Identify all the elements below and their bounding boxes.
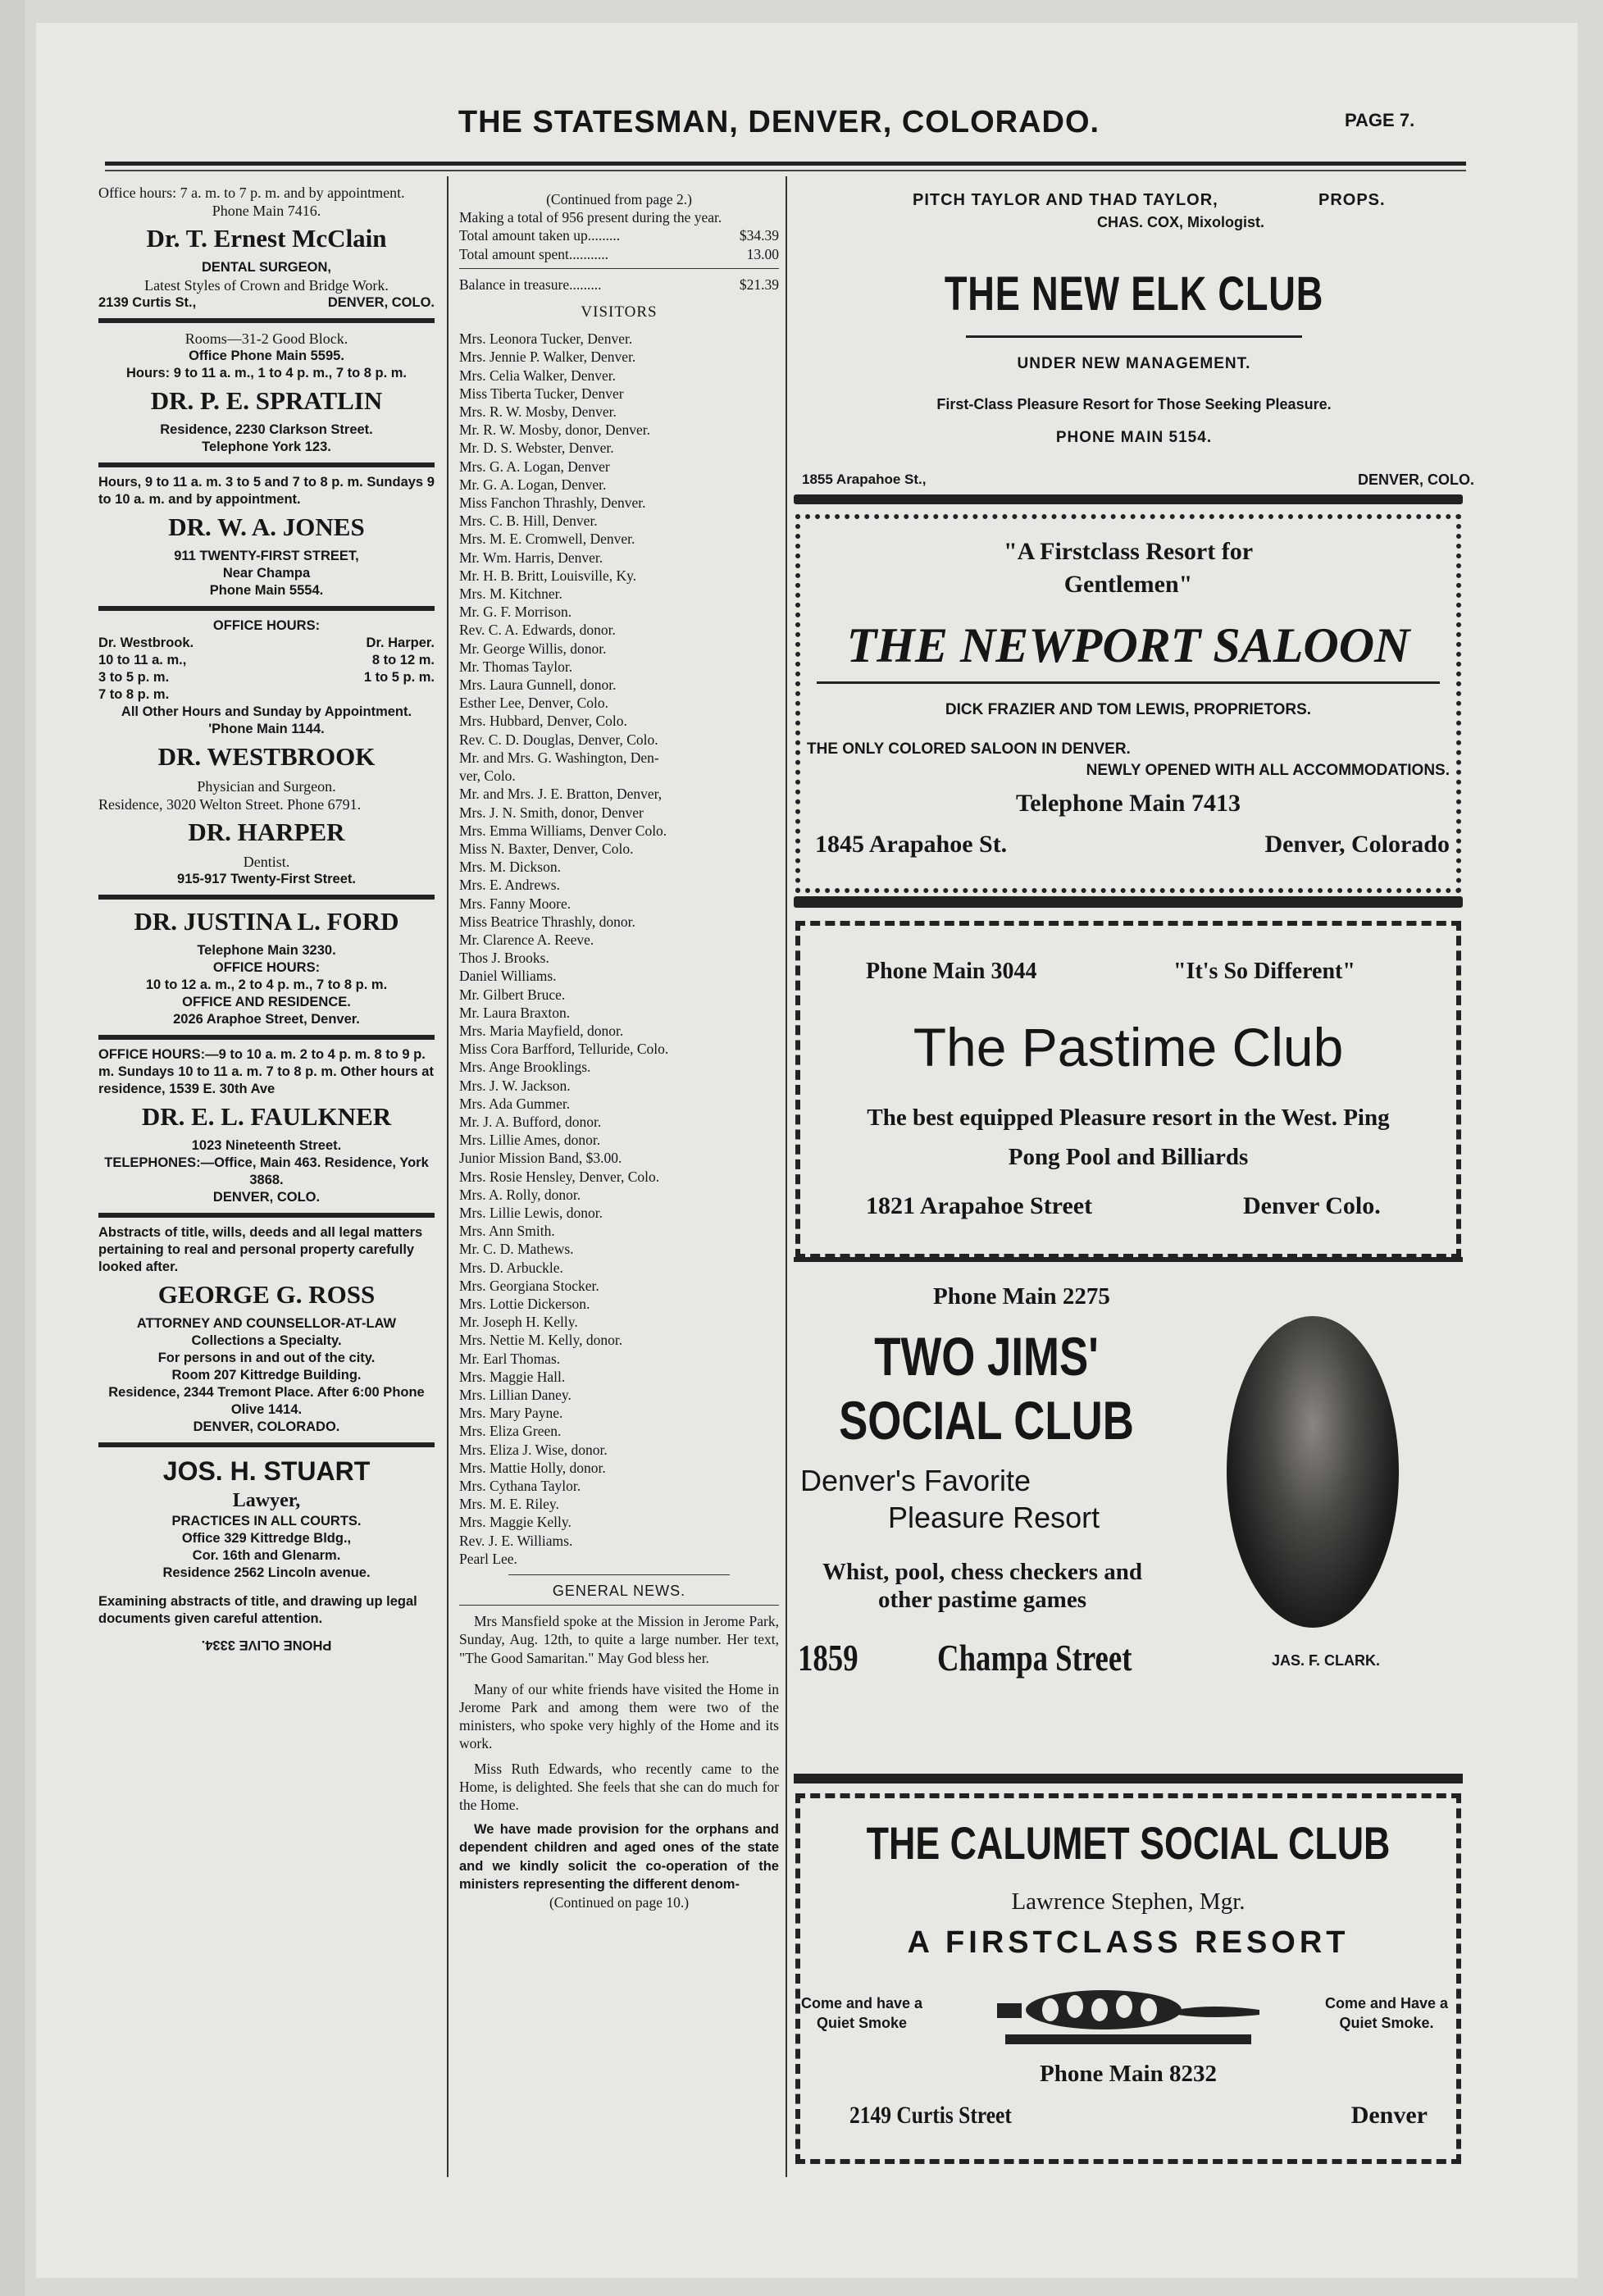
jims-phone: Phone Main 2275 [933, 1283, 1110, 1310]
faulkner-telephones: TELEPHONES:—Office, Main 463. Residence, York 3868. [104, 1155, 429, 1187]
spratlin-phone: Office Phone Main 5595. [189, 348, 344, 363]
pastime-club-ad [795, 921, 1461, 1259]
ford-address: 2026 Araphoe Street, Denver. [173, 1012, 360, 1027]
ad-divider [794, 896, 1463, 908]
stuart-office: Office 329 Kittredge Bldg., [181, 1531, 352, 1546]
newport-name: THE NEWPORT SALOON [846, 618, 1410, 672]
jims-caption: JAS. F. CLARK. [1272, 1652, 1381, 1669]
visitor-entry: Mrs. Georgiana Stocker. [459, 1277, 599, 1294]
news-paragraph: Mrs Mansfield spoke at the Mission in Jerome Park, Sunday, Aug. 12th, to quite a large number. Her text, "The Good Samaritan." May God bless her. [459, 1613, 779, 1666]
news-paragraph: Many of our white friends have visited the Home in Jerome Park and among them were two of the ministers, who spoke very highly of the Home and its work. [459, 1680, 779, 1752]
visitor-entry: Mrs. Lillian Daney. [459, 1387, 572, 1403]
visitor-entry: Mrs. Leonora Tucker, Denver. [459, 330, 633, 348]
spratlin-residence: Residence, 2230 Clarkson Street. [160, 422, 373, 437]
visitor-entry: Mr. Thomas Taylor. [459, 658, 573, 675]
visitor-entry: Pearl Lee. [459, 1550, 517, 1567]
visitor-entry: Mrs. Nettie M. Kelly, donor. [459, 1332, 623, 1349]
card-divider [98, 606, 435, 611]
card-divider [98, 1442, 435, 1447]
visitor-entry: Miss N. Baxter, Denver, Colo. [459, 840, 634, 857]
pastime-slogan: "It's So Different" [1173, 959, 1355, 984]
visitor-entry: Mrs. M. Dickson. [459, 859, 561, 876]
calumet-resort: A FIRSTCLASS RESORT [907, 1925, 1350, 1960]
visitor-entry: Rev. C. A. Edwards, donor. [459, 622, 616, 639]
visitor-entry: Mrs. Maria Mayfield, donor. [459, 1022, 624, 1039]
mcclain-title: DENTAL SURGEON, [202, 260, 331, 275]
newport-city: Denver, Colorado [1264, 831, 1450, 858]
masthead-title: THE STATESMAN, DENVER, COLORADO. [458, 105, 1100, 139]
visitor-entry: Thos J. Brooks. [459, 950, 549, 967]
jims-name [832, 1324, 1141, 1452]
total-present: Making a total of 956 present during the year. [459, 209, 722, 226]
calumet-city: Denver [1350, 2102, 1428, 2129]
mcclain-addr-right: DENVER, COLO. [327, 295, 435, 310]
visitor-entry: Mrs. C. B. Hill, Denver. [459, 512, 598, 530]
news-paragraph: Miss Ruth Edwards, who recently came to the Home, is delighted. She feels that she can do much for the Home. [459, 1760, 779, 1814]
elk-address: 1855 Arapahoe St., [802, 472, 927, 487]
general-news-heading: GENERAL NEWS. [552, 1583, 686, 1600]
visitor-entry: Mrs. A. Rolly, donor. [459, 1186, 581, 1203]
mcclain-hours: Office hours: 7 a. m. to 7 p. m. and by appointment. [98, 184, 405, 201]
hours-right: 8 to 12 m. [371, 653, 435, 667]
visitor-entry: Mr. R. W. Mosby, donor, Denver. [459, 421, 650, 439]
new-elk-club-ad [794, 191, 1474, 488]
visitor-entry: Mrs. G. A. Logan, Denver [459, 458, 610, 475]
newport-only: THE ONLY COLORED SALOON IN DENVER. [807, 740, 1131, 758]
calumet-smoke-left: Come and have a Quiet Smoke [800, 1995, 923, 2031]
elk-club-name: THE NEW ELK CLUB [944, 267, 1324, 321]
westbrook-title: Physician and Surgeon. [197, 778, 336, 795]
office-hours-heading: OFFICE HOURS: [212, 618, 321, 633]
ford-office-heading: OFFICE HOURS: [212, 960, 321, 975]
visitor-entry: Rev. C. D. Douglas, Denver, Colo. [459, 731, 658, 748]
visitor-entry: Mrs. Ange Brooklings. [459, 1059, 591, 1076]
stuart-phone-inverted: PHONE OLIVE 3334. [201, 1638, 332, 1652]
visitor-entry: Mrs. M. Kitchner. [459, 585, 562, 603]
visitor-entry: Mrs. E. Andrews. [459, 877, 560, 894]
jims-name-line1: TWO JIMS' [874, 1326, 1099, 1387]
continued-from: (Continued from page 2.) [546, 191, 692, 207]
visitor-entry: Mrs. Maggie Hall. [459, 1368, 566, 1385]
taken-label: Total amount taken up......... [459, 227, 621, 244]
pastime-phone: Phone Main 3044 [866, 959, 1037, 984]
total-spent-row [459, 245, 779, 263]
ford-residence-label: OFFICE AND RESIDENCE. [182, 995, 351, 1009]
calumet-smoke-right: Come and Have a Quiet Smoke. [1324, 1995, 1449, 2031]
pastime-description: The best equipped Pleasure resort in the West. Ping Pong Pool and Billiards [867, 1105, 1390, 1170]
harper-name: DR. HARPER [188, 818, 345, 846]
total-taken-row [459, 226, 779, 244]
newport-telephone: Telephone Main 7413 [1016, 790, 1241, 817]
visitor-entry: Mrs. Eliza Green. [459, 1423, 562, 1440]
visitor-list [459, 330, 779, 1568]
calumet-manager: Lawrence Stephen, Mgr. [1011, 1888, 1246, 1915]
faulkner-city: DENVER, COLO. [212, 1190, 321, 1205]
ross-specialty: Collections a Specialty. [191, 1333, 342, 1348]
visitor-entry: Mr. J. A. Bufford, donor. [459, 1113, 602, 1130]
stuart-title: Lawyer, [232, 1490, 301, 1511]
jims-pleasure: Pleasure Resort [888, 1501, 1100, 1534]
visitor-entry: Mrs. M. E. Riley. [459, 1496, 559, 1513]
stuart-courts: PRACTICES IN ALL COURTS. [171, 1514, 362, 1528]
visitor-entry: Mr. D. S. Webster, Denver. [459, 440, 614, 457]
jones-hours: Hours, 9 to 11 a. m. 3 to 5 and 7 to 8 p. m. Sundays 9 to 10 a. m. and by appointment. [98, 475, 435, 507]
newport-newly: NEWLY OPENED WITH ALL ACCOMMODATIONS. [1086, 762, 1450, 779]
westbrook-residence: Residence, 3020 Welton Street. Phone 6791. [98, 796, 362, 813]
visitor-entry: Mrs. Maggie Kelly. [459, 1514, 572, 1531]
westbrook-name: DR. WESTBROOK [157, 742, 376, 771]
news-rule [459, 1605, 779, 1606]
visitor-entry: Mrs. Lillie Ames, donor. [459, 1132, 601, 1149]
ad-divider [794, 494, 1463, 504]
newport-proprietors: DICK FRAZIER AND TOM LEWIS, PROPRIETORS. [945, 701, 1312, 718]
visitor-entry: Mrs. Mattie Holly, donor. [459, 1459, 606, 1476]
hours-row: 7 to 8 p. m. [98, 687, 170, 702]
jones-name: DR. W. A. JONES [168, 512, 365, 541]
visitor-entry: Mr. G. A. Logan, Denver. [459, 476, 607, 493]
calumet-address: 2149 Curtis Street [849, 2102, 1012, 2129]
taken-value: $34.39 [739, 227, 779, 244]
spent-label: Total amount spent........... [459, 245, 609, 262]
ford-hours: 10 to 12 a. m., 2 to 4 p. m., 7 to 8 p. m. [145, 977, 388, 992]
calumet-social-club-ad [795, 1793, 1461, 2164]
elk-props: PITCH TAYLOR AND THAD TAYLOR, [913, 191, 1218, 209]
jones-near: Near Champa [222, 566, 311, 581]
visitor-entry: Mrs. Ann Smith. [459, 1223, 555, 1240]
newport-address: 1845 Arapahoe St. [815, 831, 1008, 858]
ford-name: DR. JUSTINA L. FORD [134, 907, 399, 936]
visitor-entry: Mrs. Mary Payne. [459, 1405, 563, 1422]
visitor-entry: Mr. Laura Braxton. [459, 1004, 571, 1021]
spratlin-telephone: Telephone York 123. [202, 440, 331, 454]
stuart-corner: Cor. 16th and Glenarm. [192, 1548, 341, 1563]
stuart-name: JOS. H. STUART [162, 1456, 371, 1486]
calumet-phone: Phone Main 8232 [1040, 2061, 1217, 2087]
elk-phone: PHONE MAIN 5154. [1055, 429, 1213, 446]
visitor-entry: Mrs. J. W. Jackson. [459, 1077, 571, 1094]
hours-row [98, 652, 435, 669]
mcclain-name: Dr. T. Ernest McClain [146, 224, 387, 253]
harper-address: 915-917 Twenty-First Street. [177, 872, 356, 886]
hours-row [98, 669, 435, 686]
elk-management: UNDER NEW MANAGEMENT. [1017, 355, 1251, 372]
visitor-entry: Mrs. D. Arbuckle. [459, 1259, 563, 1276]
calumet-name: THE CALUMET SOCIAL CLUB [866, 1817, 1391, 1869]
ross-persons: For persons in and out of the city. [157, 1351, 376, 1365]
jims-name-line2: SOCIAL CLUB [839, 1390, 1134, 1451]
column-visitors-news [459, 190, 779, 2183]
ross-title: ATTORNEY AND COUNSELLOR-AT-LAW [136, 1316, 397, 1331]
calumet-pipe-icon [989, 1977, 1268, 2059]
pastime-name: The Pastime Club [913, 1017, 1344, 1077]
balance-value: $21.39 [739, 276, 779, 293]
ross-residence: Residence, 2344 Tremont Place. After 6:00 Phone Olive 1414. [108, 1385, 425, 1417]
visitor-entry: Mrs. Emma Williams, Denver Colo. [459, 822, 667, 839]
card-divider [98, 895, 435, 900]
newport-tagline [800, 535, 1456, 601]
visitor-entry: Mrs. Jennie P. Walker, Denver. [459, 348, 636, 366]
visitor-entry: Mrs. J. N. Smith, donor, Denver [459, 804, 644, 821]
visitor-entry: Mrs. Laura Gunnell, donor. [459, 676, 617, 694]
column-advertisements [794, 184, 1474, 2194]
faulkner-name: DR. E. L. FAULKNER [141, 1102, 392, 1131]
visitor-entry: Mrs. Celia Walker, Denver. [459, 367, 616, 384]
faulkner-address: 1023 Nineteenth Street. [191, 1138, 342, 1153]
card-divider [98, 462, 435, 467]
news-rule [508, 1574, 730, 1575]
visitor-entry: Mr. Gilbert Bruce. [459, 986, 566, 1003]
header-rule-thin [105, 170, 1466, 171]
visitor-entry: Mrs. Lottie Dickerson. [459, 1295, 590, 1312]
sum-rule [459, 268, 779, 269]
hours-row [98, 635, 435, 652]
newport-tagline-text: "A Firstclass Resort for Gentlemen" [1003, 538, 1254, 598]
westbrook-phone: 'Phone Main 1144. [208, 722, 325, 736]
mcclain-phone: Phone Main 7416. [212, 203, 321, 219]
jas-clark-portrait [1227, 1316, 1399, 1628]
ad-divider [794, 1774, 1463, 1784]
elk-city: DENVER, COLO. [1357, 472, 1474, 488]
mcclain-addr-left: 2139 Curtis St., [98, 295, 197, 310]
visitor-entry: Mr. Clarence A. Reeve. [459, 931, 594, 948]
visitor-entry: Esther Lee, Denver, Colo. [459, 695, 609, 712]
jims-street: Champa Street [937, 1637, 1132, 1679]
column-divider-2 [786, 176, 787, 2177]
page-number: PAGE 7. [1345, 110, 1415, 130]
balance-label: Balance in treasure......... [459, 276, 602, 293]
visitor-entry: Mrs. Fanny Moore. [459, 895, 572, 912]
pastime-city: Denver Colo. [1243, 1192, 1381, 1219]
continued-on: (Continued on page 10.) [549, 1894, 690, 1911]
faulkner-hours: OFFICE HOURS:—9 to 10 a. m. 2 to 4 p. m. 8 to 9 p. m. Sundays 10 to 11 a. m. 7 to 8 p. m. Other hours at residence, 1539 E. 30th Ave [98, 1047, 434, 1096]
hours-right: Dr. Harper. [366, 636, 435, 650]
stuart-residence: Residence 2562 Lincoln avenue. [162, 1565, 371, 1580]
hours-right: 1 to 5 p. m. [363, 670, 435, 685]
ross-city: DENVER, COLORADO. [193, 1419, 340, 1434]
visitor-entry: Mr. George Willis, donor. [459, 640, 607, 657]
visitor-entry: Miss Tiberta Tucker, Denver [459, 385, 624, 402]
mcclain-desc: Latest Styles of Crown and Bridge Work. [144, 277, 389, 294]
visitor-entry: Mr. G. F. Morrison. [459, 604, 572, 621]
ross-name: GEORGE G. ROSS [157, 1280, 376, 1309]
newport-saloon-ad [795, 514, 1461, 893]
hours-left: Dr. Westbrook. [98, 636, 194, 650]
visitor-entry: Mrs. Lillie Lewis, donor. [459, 1204, 603, 1221]
hours-left: 10 to 11 a. m., [98, 653, 187, 667]
visitor-entry: Mr. and Mrs. J. E. Bratton, Denver, [459, 786, 663, 803]
ross-intro: Abstracts of title, wills, deeds and all legal matters pertaining to real and personal property carefully looked after. [98, 1225, 423, 1274]
visitor-entry: Rev. J. E. Williams. [459, 1532, 573, 1549]
spratlin-name: DR. P. E. SPRATLIN [150, 386, 383, 415]
jones-phone: Phone Main 5554. [209, 583, 324, 598]
card-divider [98, 318, 435, 323]
visitor-entry: Mrs. M. E. Cromwell, Denver. [459, 531, 635, 548]
column-professional-cards [98, 184, 435, 2169]
visitor-entry: Mrs. R. W. Mosby, Denver. [459, 403, 617, 421]
card-divider [98, 1213, 435, 1218]
elk-props-label: PROPS. [1318, 191, 1386, 209]
jims-games: Whist, pool, chess checkers and other pastime games [822, 1559, 1142, 1613]
visitor-entry: Mr. Earl Thomas. [459, 1350, 561, 1367]
card-divider [98, 1035, 435, 1040]
hours-left: 3 to 5 p. m. [98, 670, 170, 685]
elk-resort: First-Class Pleasure Resort for Those Seeking Pleasure. [936, 396, 1332, 412]
column-divider-1 [447, 176, 449, 2177]
visitor-entry: Mr. Joseph H. Kelly. [459, 1314, 578, 1331]
visitor-entry: Mrs. Eliza J. Wise, donor. [459, 1441, 608, 1458]
visitor-entry: Mrs. Hubbard, Denver, Colo. [459, 713, 627, 730]
visitor-entry: Junior Mission Band, $3.00. [459, 1150, 622, 1167]
visitor-entry: Daniel Williams. [459, 968, 557, 985]
visitor-entry: Miss Cora Barfford, Telluride, Colo. [459, 1041, 669, 1058]
visitor-entry: Mr. H. B. Britt, Louisville, Ky. [459, 567, 637, 584]
elk-props-row [794, 191, 1474, 212]
balance-row [459, 276, 779, 294]
jims-number: 1859 [798, 1637, 858, 1679]
visitor-entry: Mrs. Rosie Hensley, Denver, Colo. [459, 1168, 660, 1185]
newport-underline [817, 681, 1440, 684]
harper-title: Dentist. [243, 854, 290, 870]
visitor-entry: Mr. C. D. Mathews. [459, 1241, 574, 1258]
visitor-entry: Mr. and Mrs. G. Washington, Den- [459, 749, 659, 766]
other-hours: All Other Hours and Sunday by Appointment. [121, 704, 412, 719]
jones-address: 911 TWENTY-FIRST STREET, [174, 549, 359, 563]
visitor-entry: Mr. Wm. Harris, Denver. [459, 549, 603, 566]
spent-value: 13.00 [746, 245, 779, 262]
elk-mixologist: CHAS. COX, Mixologist. [1097, 214, 1265, 230]
ross-room: Room 207 Kittredge Building. [171, 1368, 362, 1383]
visitor-entry: Mrs. Cythana Taylor. [459, 1478, 581, 1495]
ad-divider [794, 1257, 1463, 1262]
news-paragraph: We have made provision for the orphans and dependent children and aged ones of the state and we kindly solicit the co-operation of the ministers representing the different denom- [459, 1822, 779, 1892]
visitor-entry: Miss Beatrice Thrashly, donor. [459, 913, 635, 930]
visitor-entry: Miss Fanchon Thrashly, Denver. [459, 494, 646, 512]
visitor-entry: Mrs. Ada Gummer. [459, 1095, 571, 1112]
header-rule [105, 162, 1466, 166]
visitors-heading: VISITORS [581, 303, 658, 321]
jims-favorite: Denver's Favorite [800, 1464, 1031, 1497]
spratlin-rooms: Rooms—31-2 Good Block. [184, 330, 348, 347]
visitor-entry: ver, Colo. [459, 768, 516, 785]
ford-telephone: Telephone Main 3230. [197, 943, 336, 958]
page-edge-shadow [0, 0, 25, 2296]
stuart-examining: Examining abstracts of title, and drawing up legal documents given careful attention. [98, 1594, 417, 1626]
spratlin-hours: Hours: 9 to 11 a. m., 1 to 4 p. m., 7 to 8 p. m. [126, 366, 407, 380]
two-jims-ad [794, 1267, 1474, 1710]
elk-underline [966, 335, 1302, 338]
mcclain-address [98, 294, 435, 312]
pastime-address: 1821 Arapahoe Street [866, 1192, 1093, 1219]
